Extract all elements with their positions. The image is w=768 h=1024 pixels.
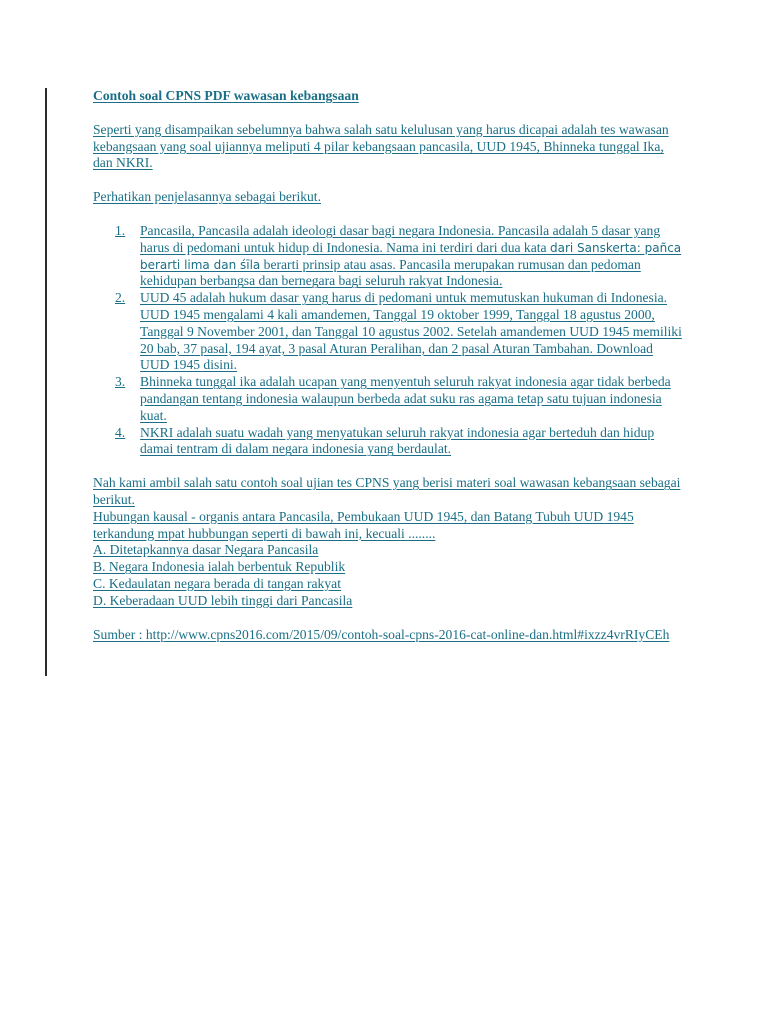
list-number: 4. [115, 424, 126, 440]
list-text: Pancasila, Pancasila adalah ideologi dasar bagi negara Indonesia. Pancasila adalah 5 dasar yang harus di pedomani untuk hidup di Indonesia. Nama ini terdiri dari dua kata [140, 222, 661, 255]
option-d: D. Keberadaan UUD lebih tinggi dari Pancasila [93, 592, 353, 608]
option-c: C. Kedaulatan negara berada di tangan rakyat [93, 575, 341, 591]
source-line [93, 627, 683, 644]
pillars-list [93, 223, 683, 458]
list-text-sans: dari Sanskerta: pañca berarti lima dan śīla [140, 240, 682, 272]
source-label: Sumber : [93, 626, 146, 642]
option-b: B. Negara Indonesia ialah berbentuk Republik [93, 559, 346, 575]
list-item [115, 222, 683, 290]
margin-rule [45, 88, 47, 676]
list-number: 2. [115, 290, 126, 306]
list-item [115, 374, 683, 424]
document-body [93, 88, 683, 643]
list-text: Bhinneka tunggal ika adalah ucapan yang menyentuh seluruh rakyat indonesia agar tidak berbeda pandangan tentang indonesia walaupun berbeda adat suku ras agama tetap satu tujuan indonesia kuat. [140, 374, 671, 423]
prompt-paragraph: Perhatikan penjelasannya sebagai berikut. [93, 189, 321, 205]
question-text: Hubungan kausal - organis antara Pancasila, Pembukaan UUD 1945, dan Batang Tubuh UUD 1945 terkandung mpat hubbungan seperti di bawah ini, kecuali ........ [93, 508, 634, 541]
option-a: A. Ditetapkannya dasar Negara Pancasila [93, 542, 319, 558]
list-text: UUD 45 adalah hukum dasar yang harus di pedomani untuk memutuskan hukuman di Indonesia. UUD 1945 mengalami 4 kali amandemen, Tanggal 19 oktober 1999, Tanggal 18 agustus 2000, Tanggal 9 November 2001, dan Tanggal 10 agustus 2002. Setelah amandemen UUD 1945 memiliki 20 bab, 37 pasal, 194 ayat, 3 pasal Aturan Peralihan, dan 2 pasal Aturan Tambahan. Download UUD 1945 disini. [140, 290, 682, 373]
page-title: Contoh soal CPNS PDF wawasan kebangsaan [93, 88, 359, 103]
list-text-cont: berarti prinsip atau asas. Pancasila merupakan rumusan dan pedoman kehidupan berbangsa dan bernegara bagi seluruh rakyat Indonesia. [140, 256, 641, 289]
list-number: 1. [115, 222, 126, 238]
question-block [93, 475, 683, 609]
list-number: 3. [115, 374, 126, 390]
intro-paragraph: Seperti yang disampaikan sebelumnya bahwa salah satu kelulusan yang harus dicapai adalah tes wawasan kebangsaan yang soal ujiannya meliputi 4 pilar kebangsaan pancasila, UUD 1945, Bhinneka tunggal Ika, dan NKRI. [93, 121, 669, 171]
question-intro: Nah kami ambil salah satu contoh soal ujian tes CPNS yang berisi materi soal wawasan kebangsaan sebagai berikut. [93, 475, 681, 507]
list-item [115, 290, 683, 374]
source-link[interactable]: http://www.cpns2016.com/2015/09/contoh-soal-cpns-2016-cat-online-dan.html#ixzz4vrRIyCEh [145, 626, 670, 642]
list-item [115, 424, 683, 459]
list-text: NKRI adalah suatu wadah yang menyatukan seluruh rakyat indonesia agar berteduh dan hidup damai tentram di dalam negara indonesia yang berdaulat. [140, 424, 655, 457]
